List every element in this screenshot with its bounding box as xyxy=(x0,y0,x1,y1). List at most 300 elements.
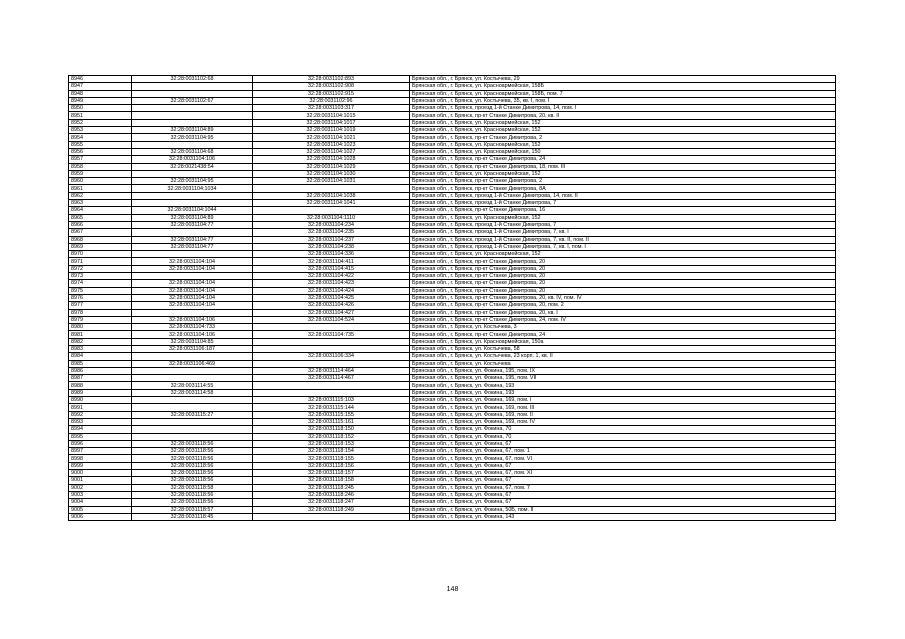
table-row xyxy=(69,470,836,477)
address-cell: Брянская обл., г. Брянск, ул. Фокина, 67 xyxy=(410,462,836,469)
object-number-cell: 32:28:0031118:246 xyxy=(253,491,410,498)
table-row xyxy=(69,287,836,294)
address-cell: Брянская обл., г. Брянск, ул. Красноармейская, 152 xyxy=(410,251,836,258)
table-row xyxy=(69,433,836,440)
object-number-cell: 32:28:0031102:908 xyxy=(253,83,410,90)
table-row xyxy=(69,309,836,316)
parcel-number-cell xyxy=(132,433,253,440)
row-number-cell: 8969 xyxy=(69,243,132,250)
address-cell: Брянская обл., г. Брянск, пр-кт Станке Димитрова, 8А xyxy=(410,185,836,192)
object-number-cell xyxy=(253,382,410,389)
row-number-cell: 9006 xyxy=(69,513,132,520)
parcel-number-cell xyxy=(132,105,253,112)
address-cell: Брянская обл., г. Брянск, ул. Фокина, 67, пом. VI xyxy=(410,455,836,462)
parcel-number-cell: 32:28:0031104:89 xyxy=(132,214,253,221)
row-number-cell: 8959 xyxy=(69,170,132,177)
row-number-cell: 8979 xyxy=(69,316,132,323)
object-number-cell xyxy=(253,360,410,367)
table-row xyxy=(69,192,836,199)
parcel-number-cell: 32:28:0031104:85 xyxy=(132,338,253,345)
object-number-cell: 32:28:0031104:524 xyxy=(253,316,410,323)
address-cell: Брянская обл., г. Брянск, ул. Фокина, 67 xyxy=(410,477,836,484)
row-number-cell: 8955 xyxy=(69,141,132,148)
address-cell: Брянская обл., г. Брянск, ул. Красноармейская, 152 xyxy=(410,119,836,126)
parcel-number-cell: 32:28:0031104:106 xyxy=(132,331,253,338)
object-number-cell: 32:28:0031104:426 xyxy=(253,302,410,309)
address-cell: Брянская обл., г. Брянск, ул. Костычева xyxy=(410,360,836,367)
row-number-cell: 8981 xyxy=(69,331,132,338)
parcel-number-cell: 32:28:0031114:58 xyxy=(132,389,253,396)
row-number-cell: 9001 xyxy=(69,477,132,484)
address-cell: Брянская обл., г. Брянск, ул. Красноармейская, 158Б, пом. 7 xyxy=(410,90,836,97)
table-row xyxy=(69,353,836,360)
address-cell: Брянская обл., г. Брянск, ул. Красноармейская, 150а xyxy=(410,338,836,345)
address-cell: Брянская обл., г. Брянск, ул. Костычева, 35, кв. I, пом. I xyxy=(410,97,836,104)
address-cell: Брянская обл., г. Брянск, ул. Фокина, 169, пом. IV xyxy=(410,418,836,425)
table-row xyxy=(69,426,836,433)
table-row xyxy=(69,375,836,382)
object-number-cell: 32:28:0031114:464 xyxy=(253,367,410,374)
parcel-number-cell xyxy=(132,119,253,126)
row-number-cell: 8986 xyxy=(69,367,132,374)
parcel-number-cell: 32:28:0031104:77 xyxy=(132,236,253,243)
table-row xyxy=(69,119,836,126)
address-cell: Брянская обл., г. Брянск, ул. Фокина, 70 xyxy=(410,426,836,433)
row-number-cell: 8972 xyxy=(69,265,132,272)
address-cell: Брянская обл., г. Брянск, ул. Красноармейская, 152 xyxy=(410,141,836,148)
row-number-cell: 8998 xyxy=(69,455,132,462)
address-cell: Брянская обл., г. Брянск, ул. Костычева, 29 xyxy=(410,76,836,83)
object-number-cell: 32:28:0031104:1030 xyxy=(253,170,410,177)
parcel-number-cell xyxy=(132,309,253,316)
row-number-cell: 8947 xyxy=(69,83,132,90)
row-number-cell: 8958 xyxy=(69,163,132,170)
address-cell: Брянская обл., г. Брянск, пр-кт Станке Димитрова, 20 xyxy=(410,280,836,287)
object-number-cell: 32:28:0031118:155 xyxy=(253,455,410,462)
address-cell: Брянская обл., г. Брянск, ул. Фокина, 67, пом. 7 xyxy=(410,484,836,491)
object-number-cell: 32:28:0031104:1027 xyxy=(253,148,410,155)
parcel-number-cell: 32:28:0031104:104 xyxy=(132,280,253,287)
address-cell: Брянская обл., г. Брянск, ул. Фокина, 67, пом. XI xyxy=(410,470,836,477)
address-cell: Брянская обл., г. Брянск, ул. Красноармейская, 158Б xyxy=(410,83,836,90)
row-number-cell: 8956 xyxy=(69,148,132,155)
row-number-cell: 8951 xyxy=(69,112,132,119)
parcel-number-cell xyxy=(132,397,253,404)
row-number-cell: 8971 xyxy=(69,258,132,265)
object-number-cell xyxy=(253,324,410,331)
parcel-number-cell: 32:28:0031104:104 xyxy=(132,265,253,272)
table-row xyxy=(69,148,836,155)
object-number-cell: 32:28:0031104:1110 xyxy=(253,214,410,221)
table-row xyxy=(69,221,836,228)
parcel-number-cell: 32:28:0031104:104 xyxy=(132,287,253,294)
table-row xyxy=(69,105,836,112)
parcel-number-cell xyxy=(132,418,253,425)
address-cell: Брянская обл., г. Брянск, пр-кт Станке Димитрова, 20, кв. IV, пом. IV xyxy=(410,294,836,301)
address-cell: Брянская обл., г. Брянск, пр-кт Станке Димитрова, 16 xyxy=(410,207,836,214)
table-row xyxy=(69,389,836,396)
object-number-cell: 32:28:0031104:235 xyxy=(253,229,410,236)
table-row xyxy=(69,280,836,287)
parcel-number-cell: 32:28:0031118:56 xyxy=(132,477,253,484)
address-cell: Брянская обл., г. Брянск, проезд 1-й Станке Димитрова, 14, пом. II xyxy=(410,192,836,199)
parcel-number-cell: 32:28:0031104:106 xyxy=(132,316,253,323)
address-cell: Брянская обл., г. Брянск, ул. Красноармейская, 150 xyxy=(410,148,836,155)
object-number-cell: 32:28:0031118:156 xyxy=(253,462,410,469)
parcel-number-cell: 32:28:0031115:27 xyxy=(132,411,253,418)
row-number-cell: 8970 xyxy=(69,251,132,258)
address-cell: Брянская обл., г. Брянск, ул. Фокина, 169, пом. III xyxy=(410,404,836,411)
row-number-cell: 8983 xyxy=(69,345,132,352)
table-row xyxy=(69,127,836,134)
page-number: 148 xyxy=(446,586,459,593)
address-cell: Брянская обл., г. Брянск, проезд 1-й Станке Димитрова, 7, кв. II, пом. II xyxy=(410,236,836,243)
object-number-cell: 32:28:0031104:1029 xyxy=(253,163,410,170)
table-row xyxy=(69,345,836,352)
row-number-cell: 8962 xyxy=(69,192,132,199)
parcel-number-cell xyxy=(132,353,253,360)
parcel-number-cell xyxy=(132,367,253,374)
address-cell: Брянская обл., г. Брянск, ул. Фокина, 193 xyxy=(410,382,836,389)
table-row xyxy=(69,448,836,455)
table-row xyxy=(69,207,836,214)
address-cell: Брянская обл., г. Брянск, ул. Красноармейская, 152 xyxy=(410,127,836,134)
parcel-number-cell: 32:28:0031118:56 xyxy=(132,455,253,462)
object-number-cell: 32:28:0031102:915 xyxy=(253,90,410,97)
row-number-cell: 8974 xyxy=(69,280,132,287)
object-number-cell: 32:28:0031118:152 xyxy=(253,433,410,440)
address-cell: Брянская обл., г. Брянск, пр-кт Станке Димитрова, 2 xyxy=(410,178,836,185)
object-number-cell: 32:28:0031118:249 xyxy=(253,506,410,513)
address-cell: Брянская обл., г. Брянск, ул. Красноармейская, 152 xyxy=(410,214,836,221)
address-cell: Брянская обл., г. Брянск, проезд 1-й Станке Димитрова, 7, кв. I xyxy=(410,229,836,236)
table-row xyxy=(69,83,836,90)
object-number-cell: 32:28:0031102:96 xyxy=(253,97,410,104)
parcel-number-cell xyxy=(132,375,253,382)
table-body xyxy=(69,76,836,521)
table-row xyxy=(69,367,836,374)
row-number-cell: 9003 xyxy=(69,491,132,498)
table-row xyxy=(69,243,836,250)
parcel-number-cell: 32:28:0031118:58 xyxy=(132,484,253,491)
address-cell: Брянская обл., г. Брянск, ул. Фокина, 67 xyxy=(410,499,836,506)
parcel-number-cell: 32:28:0031118:45 xyxy=(132,513,253,520)
table-row xyxy=(69,506,836,513)
object-number-cell: 32:28:0031104:415 xyxy=(253,265,410,272)
object-number-cell xyxy=(253,513,410,520)
row-number-cell: 8967 xyxy=(69,229,132,236)
address-cell: Брянская обл., г. Брянск, ул. Фокина, 70 xyxy=(410,433,836,440)
cadastral-table xyxy=(68,75,836,521)
parcel-number-cell: 32:28:0031118:56 xyxy=(132,470,253,477)
address-cell: Брянская обл., г. Брянск, проезд 1-й Станке Димитрова, 7, кв. I, пом. I xyxy=(410,243,836,250)
address-cell: Брянская обл., г. Брянск, ул. Фокина, 143 xyxy=(410,513,836,520)
address-cell: Брянская обл., г. Брянск, пр-кт Станке Димитрова, 20, пом. 2 xyxy=(410,302,836,309)
table-row xyxy=(69,265,836,272)
address-cell: Брянская обл., г. Брянск, ул. Фокина, 195, пом. VII xyxy=(410,375,836,382)
parcel-number-cell: 32:28:0031104:733 xyxy=(132,324,253,331)
row-number-cell: 8950 xyxy=(69,105,132,112)
address-cell: Брянская обл., г. Брянск, пр-кт Станке Димитрова, 20 xyxy=(410,273,836,280)
table-row xyxy=(69,316,836,323)
object-number-cell: 32:28:0031104:238 xyxy=(253,243,410,250)
object-number-cell: 32:28:0031104:424 xyxy=(253,287,410,294)
object-number-cell: 32:28:0031104:1017 xyxy=(253,119,410,126)
object-number-cell: 32:28:0031106:334 xyxy=(253,353,410,360)
parcel-number-cell: 32:28:0031114:55 xyxy=(132,382,253,389)
parcel-number-cell xyxy=(132,141,253,148)
row-number-cell: 8994 xyxy=(69,426,132,433)
row-number-cell: 8992 xyxy=(69,411,132,418)
object-number-cell xyxy=(253,207,410,214)
object-number-cell: 32:28:0031104:735 xyxy=(253,331,410,338)
object-number-cell: 32:28:0031104:1015 xyxy=(253,112,410,119)
parcel-number-cell: 32:28:0031102:68 xyxy=(132,76,253,83)
address-cell: Брянская обл., г. Брянск, пр-кт Станке Димитрова, 24 xyxy=(410,156,836,163)
row-number-cell: 8997 xyxy=(69,448,132,455)
object-number-cell: 32:28:0031104:427 xyxy=(253,309,410,316)
parcel-number-cell xyxy=(132,192,253,199)
row-number-cell: 9005 xyxy=(69,506,132,513)
object-number-cell xyxy=(253,338,410,345)
row-number-cell: 8977 xyxy=(69,302,132,309)
parcel-number-cell xyxy=(132,273,253,280)
object-number-cell: 32:28:0031104:1021 xyxy=(253,134,410,141)
table-row xyxy=(69,156,836,163)
address-cell: Брянская обл., г. Брянск, ул. Фокина, 67 xyxy=(410,491,836,498)
object-number-cell: 32:28:0031114:467 xyxy=(253,375,410,382)
object-number-cell: 32:28:0031115:144 xyxy=(253,404,410,411)
parcel-number-cell: 32:28:0031104:95 xyxy=(132,178,253,185)
parcel-number-cell: 32:28:0031118:56 xyxy=(132,499,253,506)
table-row xyxy=(69,455,836,462)
row-number-cell: 8993 xyxy=(69,418,132,425)
row-number-cell: 8988 xyxy=(69,382,132,389)
table-row xyxy=(69,170,836,177)
object-number-cell: 32:28:0031104:1023 xyxy=(253,141,410,148)
row-number-cell: 8966 xyxy=(69,221,132,228)
row-number-cell: 8980 xyxy=(69,324,132,331)
object-number-cell xyxy=(253,389,410,396)
parcel-number-cell: 32:28:0031118:56 xyxy=(132,440,253,447)
address-cell: Брянская обл., г. Брянск, пр-кт Станке Димитрова, 20 xyxy=(410,258,836,265)
table-row xyxy=(69,236,836,243)
table-row xyxy=(69,338,836,345)
object-number-cell: 32:28:0031115:155 xyxy=(253,411,410,418)
row-number-cell: 8990 xyxy=(69,397,132,404)
parcel-number-cell xyxy=(132,251,253,258)
table-row xyxy=(69,200,836,207)
address-cell: Брянская обл., г. Брянск, ул. Фокина, 195, пом. IX xyxy=(410,367,836,374)
address-cell: Брянская обл., г. Брянск, пр-кт Станке Димитрова, 20 xyxy=(410,265,836,272)
parcel-number-cell xyxy=(132,112,253,119)
table-row xyxy=(69,97,836,104)
row-number-cell: 8946 xyxy=(69,76,132,83)
parcel-number-cell: 32:28:0031104:1044 xyxy=(132,207,253,214)
row-number-cell: 8985 xyxy=(69,360,132,367)
table-row xyxy=(69,229,836,236)
table-row xyxy=(69,440,836,447)
row-number-cell: 8973 xyxy=(69,273,132,280)
row-number-cell: 9004 xyxy=(69,499,132,506)
parcel-number-cell: 32:28:0031102:67 xyxy=(132,97,253,104)
parcel-number-cell: 32:28:0031106:187 xyxy=(132,345,253,352)
address-cell: Брянская обл., г. Брянск, пр-кт Станке Димитрова, 20, кв. I xyxy=(410,309,836,316)
row-number-cell: 9002 xyxy=(69,484,132,491)
table-row xyxy=(69,214,836,221)
address-cell: Брянская обл., г. Брянск, ул. Фокина, 67 xyxy=(410,440,836,447)
object-number-cell: 32:28:0031103:317 xyxy=(253,105,410,112)
address-cell: Брянская обл., г. Брянск, ул. Костычева, 23 корп. 1, кв. II xyxy=(410,353,836,360)
table-row xyxy=(69,185,836,192)
table-row xyxy=(69,324,836,331)
address-cell: Брянская обл., г. Брянск, пр-кт Станке Димитрова, 18, пом. III xyxy=(410,163,836,170)
table-row xyxy=(69,90,836,97)
row-number-cell: 8963 xyxy=(69,200,132,207)
parcel-number-cell xyxy=(132,200,253,207)
table-row xyxy=(69,178,836,185)
row-number-cell: 8957 xyxy=(69,156,132,163)
row-number-cell: 8961 xyxy=(69,185,132,192)
row-number-cell: 8949 xyxy=(69,97,132,104)
parcel-number-cell: 32:28:0031104:95 xyxy=(132,134,253,141)
row-number-cell: 8995 xyxy=(69,433,132,440)
parcel-number-cell: 32:28:0031104:1034 xyxy=(132,185,253,192)
address-cell: Брянская обл., г. Брянск, проезд 1-й Станке Димитрова, 14, пом. I xyxy=(410,105,836,112)
object-number-cell: 32:28:0031118:150 xyxy=(253,426,410,433)
table-row xyxy=(69,397,836,404)
parcel-number-cell: 32:28:0031104:106 xyxy=(132,156,253,163)
object-number-cell: 32:28:0031104:425 xyxy=(253,294,410,301)
row-number-cell: 8984 xyxy=(69,353,132,360)
object-number-cell xyxy=(253,185,410,192)
row-number-cell: 8978 xyxy=(69,309,132,316)
object-number-cell: 32:28:0031104:336 xyxy=(253,251,410,258)
table-row xyxy=(69,141,836,148)
address-cell: Брянская обл., г. Брянск, ул. Костычева, 3 xyxy=(410,324,836,331)
row-number-cell: 8991 xyxy=(69,404,132,411)
address-cell: Брянская обл., г. Брянск, ул. Фокина, 50Б, пом. II xyxy=(410,506,836,513)
address-cell: Брянская обл., г. Брянск, ул. Красноармейская, 152 xyxy=(410,170,836,177)
parcel-number-cell: 32:28:0031104:68 xyxy=(132,148,253,155)
table-row xyxy=(69,294,836,301)
table-row xyxy=(69,331,836,338)
address-cell: Брянская обл., г. Брянск, пр-кт Станке Димитрова, 24, пом. IV xyxy=(410,316,836,323)
table-row xyxy=(69,462,836,469)
object-number-cell: 32:28:0031104:422 xyxy=(253,273,410,280)
object-number-cell: 32:28:0031104:1031 xyxy=(253,178,410,185)
address-cell: Брянская обл., г. Брянск, ул. Фокина, 67, пом. 1 xyxy=(410,448,836,455)
address-cell: Брянская обл., г. Брянск, ул. Фокина, 169, пом. I xyxy=(410,397,836,404)
address-cell: Брянская обл., г. Брянск, ул. Фокина, 193 xyxy=(410,389,836,396)
table-row xyxy=(69,112,836,119)
object-number-cell: 32:28:0031118:245 xyxy=(253,484,410,491)
address-cell: Брянская обл., г. Брянск, пр-кт Станке Димитрова, 2 xyxy=(410,134,836,141)
parcel-number-cell: 32:28:0021438:54 xyxy=(132,163,253,170)
row-number-cell: 8960 xyxy=(69,178,132,185)
object-number-cell: 32:28:0031104:237 xyxy=(253,236,410,243)
table-row xyxy=(69,491,836,498)
table-row xyxy=(69,273,836,280)
row-number-cell: 8965 xyxy=(69,214,132,221)
parcel-number-cell: 32:28:0031104:104 xyxy=(132,258,253,265)
parcel-number-cell: 32:28:0031104:77 xyxy=(132,243,253,250)
table-row xyxy=(69,404,836,411)
table-row xyxy=(69,484,836,491)
table-row xyxy=(69,382,836,389)
parcel-number-cell xyxy=(132,83,253,90)
object-number-cell: 32:28:0031104:423 xyxy=(253,280,410,287)
parcel-number-cell: 32:28:0031118:56 xyxy=(132,491,253,498)
row-number-cell: 8987 xyxy=(69,375,132,382)
object-number-cell: 32:28:0031118:157 xyxy=(253,470,410,477)
parcel-number-cell: 32:28:0031106:469 xyxy=(132,360,253,367)
object-number-cell: 32:28:0031104:1038 xyxy=(253,192,410,199)
parcel-number-cell xyxy=(132,404,253,411)
table-row xyxy=(69,418,836,425)
address-cell: Брянская обл., г. Брянск, пр-кт Станке Димитрова, 20 xyxy=(410,287,836,294)
row-number-cell: 8954 xyxy=(69,134,132,141)
row-number-cell: 8996 xyxy=(69,440,132,447)
table-row xyxy=(69,134,836,141)
object-number-cell: 32:28:0031104:1028 xyxy=(253,156,410,163)
parcel-number-cell: 32:28:0031118:56 xyxy=(132,448,253,455)
object-number-cell: 32:28:0031118:247 xyxy=(253,499,410,506)
row-number-cell: 8989 xyxy=(69,389,132,396)
row-number-cell: 8952 xyxy=(69,119,132,126)
object-number-cell: 32:28:0031104:234 xyxy=(253,221,410,228)
address-cell: Брянская обл., г. Брянск, пр-кт Станке Димитрова, 20, кв. II xyxy=(410,112,836,119)
table-row xyxy=(69,302,836,309)
row-number-cell: 8999 xyxy=(69,462,132,469)
parcel-number-cell: 32:28:0031104:104 xyxy=(132,302,253,309)
table-row xyxy=(69,163,836,170)
address-cell: Брянская обл., г. Брянск, пр-кт Станке Димитрова, 24 xyxy=(410,331,836,338)
object-number-cell: 32:28:0031118:158 xyxy=(253,477,410,484)
object-number-cell: 32:28:0031118:153 xyxy=(253,440,410,447)
address-cell: Брянская обл., г. Брянск, ул. Костычева, 58 xyxy=(410,345,836,352)
row-number-cell: 8975 xyxy=(69,287,132,294)
parcel-number-cell xyxy=(132,90,253,97)
object-number-cell: 32:28:0031115:161 xyxy=(253,418,410,425)
parcel-number-cell: 32:28:0031104:89 xyxy=(132,127,253,134)
table-row xyxy=(69,477,836,484)
object-number-cell: 32:28:0031104:1041 xyxy=(253,200,410,207)
table-row xyxy=(69,411,836,418)
parcel-number-cell: 32:28:0031104:104 xyxy=(132,294,253,301)
address-cell: Брянская обл., г. Брянск, ул. Фокина, 169, пом. II xyxy=(410,411,836,418)
parcel-number-cell xyxy=(132,426,253,433)
table-row xyxy=(69,258,836,265)
row-number-cell: 8948 xyxy=(69,90,132,97)
parcel-number-cell: 32:28:0031118:57 xyxy=(132,506,253,513)
row-number-cell: 8964 xyxy=(69,207,132,214)
object-number-cell xyxy=(253,345,410,352)
row-number-cell: 8976 xyxy=(69,294,132,301)
parcel-number-cell xyxy=(132,229,253,236)
object-number-cell: 32:28:0031118:154 xyxy=(253,448,410,455)
row-number-cell: 8982 xyxy=(69,338,132,345)
table-row xyxy=(69,360,836,367)
table-row xyxy=(69,513,836,520)
table-row xyxy=(69,76,836,83)
parcel-number-cell: 32:28:0031104:77 xyxy=(132,221,253,228)
object-number-cell: 32:28:0031104:411 xyxy=(253,258,410,265)
object-number-cell: 32:28:0031115:103 xyxy=(253,397,410,404)
object-number-cell: 32:28:0031104:1019 xyxy=(253,127,410,134)
table-row xyxy=(69,251,836,258)
table-row xyxy=(69,499,836,506)
